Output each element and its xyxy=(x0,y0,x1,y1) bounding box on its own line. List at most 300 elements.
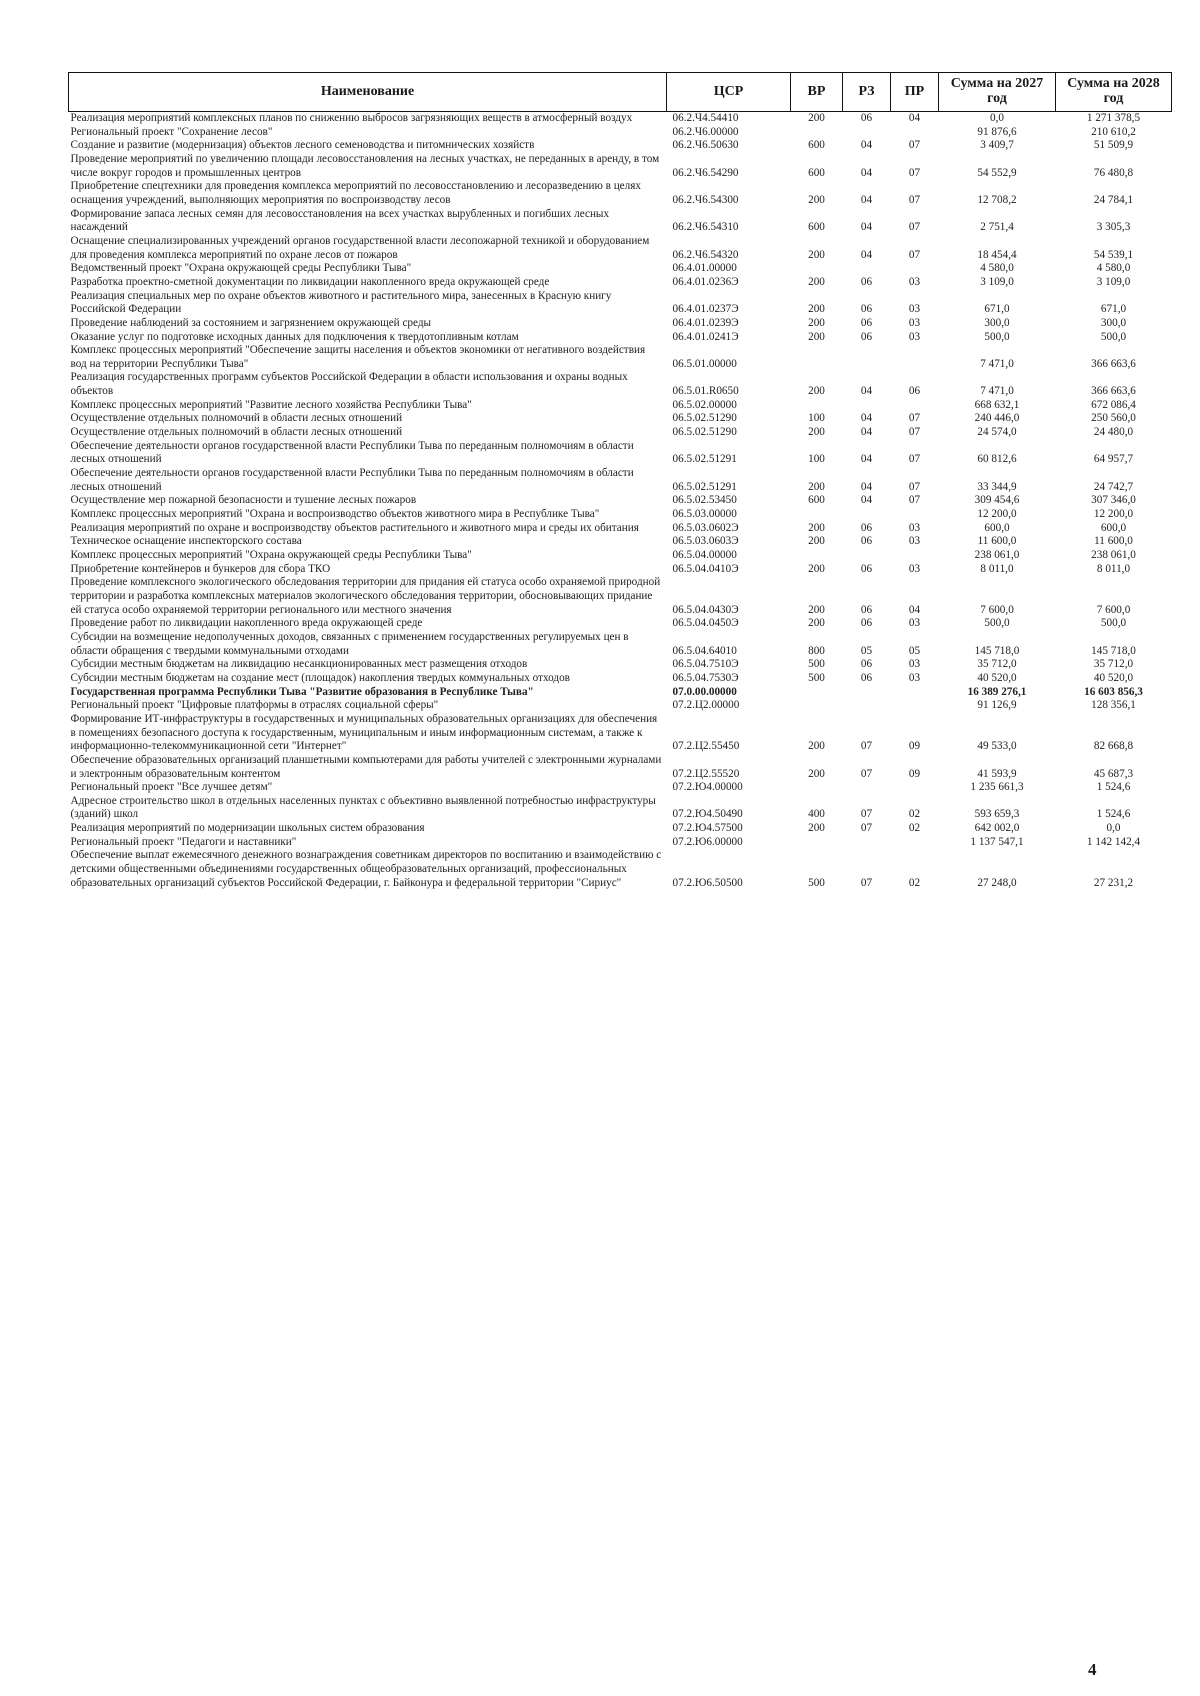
row-pr: 04 xyxy=(908,112,921,124)
row-pr: 07 xyxy=(908,248,921,261)
header-vr: ВР xyxy=(791,73,843,112)
row-sum-2027: 2 751,4 xyxy=(980,221,1014,234)
row-pr: 07 xyxy=(908,494,921,507)
table-row xyxy=(69,535,1172,549)
row-csr: 06.5.03.0603Э xyxy=(672,535,739,548)
row-sum-2027: 600,0 xyxy=(984,521,1010,534)
header-name: Наименование xyxy=(69,73,667,112)
table-row xyxy=(69,276,1172,290)
row-name: Проведение работ по ликвидации накопленного вреда окружающей среде xyxy=(70,617,423,630)
row-rz xyxy=(843,836,891,850)
row-sum-2028: 24 480,0 xyxy=(1093,426,1134,439)
row-sum-2027: 500,0 xyxy=(984,330,1010,343)
row-csr: 06.4.01.0239Э xyxy=(672,316,739,329)
row-csr: 06.2.Ч4.54410 xyxy=(672,112,739,124)
row-vr: 800 xyxy=(808,644,825,657)
row-pr: 03 xyxy=(908,562,921,575)
row-name: Региональный проект "Педагоги и наставники" xyxy=(70,835,297,848)
row-sum-2027: 593 659,3 xyxy=(974,808,1020,821)
row-csr: 07.2.Ц2.55450 xyxy=(672,740,740,753)
table-row xyxy=(69,508,1172,522)
row-sum-2027: 35 712,0 xyxy=(977,658,1017,671)
table-row xyxy=(69,494,1172,508)
row-vr xyxy=(791,699,843,713)
row-sum-2027: 3 109,0 xyxy=(980,275,1014,288)
row-rz: 06 xyxy=(860,275,873,288)
row-sum-2028: 366 663,6 xyxy=(1091,357,1136,370)
table-row xyxy=(69,290,1172,317)
table-row xyxy=(69,126,1172,140)
row-vr xyxy=(791,344,843,371)
row-csr: 06.5.02.51291 xyxy=(672,453,737,466)
row-rz: 07 xyxy=(860,767,873,780)
row-sum-2028: 16 603 856,3 xyxy=(1084,685,1143,698)
row-sum-2027: 18 454,4 xyxy=(977,248,1017,261)
header-csr: ЦСР xyxy=(667,73,791,112)
table-row xyxy=(69,440,1172,467)
row-sum-2027: 91 126,9 xyxy=(977,699,1017,712)
row-sum-2027: 7 471,0 xyxy=(980,385,1014,398)
row-sum-2028: 1 524,6 xyxy=(1096,781,1131,794)
row-vr: 600 xyxy=(808,139,825,152)
row-sum-2027: 60 812,6 xyxy=(977,453,1017,466)
row-sum-2027: 7 600,0 xyxy=(980,603,1014,616)
row-name: Ведомственный проект "Охрана окружающей среды Республики Тыва" xyxy=(70,262,412,275)
row-rz: 05 xyxy=(860,644,873,657)
row-sum-2028: 35 712,0 xyxy=(1093,658,1134,671)
row-name: Проведение мероприятий по увеличению площади лесовосстановления на лесных участках, не переданных в аренду, в том числе вокруг городов и промышленных центров xyxy=(70,152,660,179)
table-body xyxy=(69,112,1172,891)
row-csr: 06.4.01.00000 xyxy=(672,262,737,275)
table-row xyxy=(69,344,1172,371)
table-row xyxy=(69,399,1172,413)
row-sum-2028: 82 668,8 xyxy=(1093,740,1134,753)
row-rz: 04 xyxy=(860,248,873,261)
row-vr: 100 xyxy=(808,412,825,425)
row-rz: 06 xyxy=(860,316,873,329)
row-name: Осуществление мер пожарной безопасности и тушение лесных пожаров xyxy=(70,494,417,507)
row-csr: 06.4.01.0241Э xyxy=(672,330,739,343)
row-rz: 04 xyxy=(860,385,873,398)
row-rz: 04 xyxy=(860,480,873,493)
row-rz xyxy=(843,686,891,700)
row-sum-2028: 238 061,0 xyxy=(1091,549,1136,561)
row-vr: 200 xyxy=(808,740,825,753)
row-pr xyxy=(891,836,939,850)
row-csr: 06.2.Ч6.54320 xyxy=(672,248,739,261)
row-vr: 600 xyxy=(808,221,825,234)
table-row xyxy=(69,836,1172,850)
row-rz: 06 xyxy=(860,617,873,630)
row-vr: 500 xyxy=(808,658,825,671)
row-vr: 200 xyxy=(808,385,825,398)
row-name: Обеспечение выплат ежемесячного денежного вознаграждения советникам директоров по воспитанию и взаимодействию с детскими общественными объединениями государственных общеобразовательных организаций, профессиональных образовательных организаций субъектов Российской Федерации, г. Байконура и федеральной территории "Сириус" xyxy=(70,849,662,889)
row-name: Проведение наблюдений за состоянием и загрязнением окружающей среды xyxy=(70,316,432,329)
row-csr: 06.2.Ч6.00000 xyxy=(672,125,739,138)
row-sum-2028: 128 356,1 xyxy=(1091,699,1136,712)
row-csr: 06.5.04.7510Э xyxy=(672,658,739,671)
table-row xyxy=(69,672,1172,686)
row-pr: 06 xyxy=(908,385,921,398)
row-name: Реализация мероприятий по модернизации школьных систем образования xyxy=(70,822,425,835)
row-sum-2028: 3 305,3 xyxy=(1096,221,1131,234)
row-rz: 06 xyxy=(860,535,873,548)
row-csr: 06.5.04.0410Э xyxy=(672,562,739,575)
row-vr: 200 xyxy=(808,193,825,206)
row-name: Осуществление отдельных полномочий в области лесных отношений xyxy=(70,412,403,425)
row-rz: 04 xyxy=(860,412,873,425)
row-vr xyxy=(791,836,843,850)
row-name: Региональный проект "Все лучшее детям" xyxy=(70,781,273,794)
row-pr: 03 xyxy=(908,303,921,316)
row-sum-2027: 12 200,0 xyxy=(977,508,1017,521)
row-sum-2028: 1 142 142,4 xyxy=(1086,835,1141,848)
row-sum-2028: 1 271 378,5 xyxy=(1086,112,1141,124)
row-sum-2027: 300,0 xyxy=(984,316,1010,329)
header-sum-2027: Сумма на 2027 год xyxy=(939,73,1056,112)
table-row xyxy=(69,467,1172,494)
row-name: Региональный проект "Цифровые платформы в отраслях социальной сферы" xyxy=(70,699,439,712)
row-rz xyxy=(843,549,891,563)
row-name: Обеспечение деятельности органов государственной власти Республики Тыва по переданным полномочиям в области лесных отношений xyxy=(70,467,634,493)
row-name: Приобретение спецтехники для проведения комплекса мероприятий по лесовосстановлению и лесоразведению в целях оснащения учреждений, выполняющих мероприятия по воспроизводству лесов xyxy=(70,180,641,206)
row-sum-2028: 24 742,7 xyxy=(1093,480,1134,493)
row-sum-2028: 7 600,0 xyxy=(1096,603,1131,616)
row-rz: 04 xyxy=(860,426,873,439)
row-csr: 07.2.Ц2.55520 xyxy=(672,767,740,780)
row-rz: 04 xyxy=(860,166,873,179)
row-pr: 07 xyxy=(908,193,921,206)
row-vr: 500 xyxy=(808,671,825,684)
row-vr: 200 xyxy=(808,603,825,616)
row-vr: 400 xyxy=(808,808,825,821)
row-csr: 06.5.04.64010 xyxy=(672,644,737,657)
row-pr: 07 xyxy=(908,139,921,152)
row-sum-2027: 91 876,6 xyxy=(977,125,1017,138)
row-csr: 06.2.Ч6.54310 xyxy=(672,221,739,234)
table-row xyxy=(69,371,1172,398)
row-rz: 04 xyxy=(860,221,873,234)
table-row xyxy=(69,317,1172,331)
row-sum-2028: 366 663,6 xyxy=(1091,385,1136,398)
row-name: Осуществление отдельных полномочий в области лесных отношений xyxy=(70,426,403,439)
row-pr: 07 xyxy=(908,480,921,493)
table-row xyxy=(69,112,1172,126)
row-sum-2028: 45 687,3 xyxy=(1093,767,1134,780)
row-sum-2028: 672 086,4 xyxy=(1091,398,1136,411)
row-sum-2027: 238 061,0 xyxy=(974,549,1020,561)
row-pr xyxy=(891,262,939,276)
row-sum-2028: 145 718,0 xyxy=(1091,644,1136,657)
table-row xyxy=(69,631,1172,658)
row-rz: 04 xyxy=(860,193,873,206)
budget-table xyxy=(68,72,1172,890)
row-csr: 06.4.01.0237Э xyxy=(672,303,739,316)
row-vr: 200 xyxy=(808,330,825,343)
table-row xyxy=(69,686,1172,700)
row-pr: 07 xyxy=(908,166,921,179)
row-vr: 200 xyxy=(808,822,825,835)
row-vr: 200 xyxy=(808,426,825,439)
row-pr xyxy=(891,344,939,371)
table-row xyxy=(69,153,1172,180)
table-row xyxy=(69,180,1172,207)
row-sum-2027: 671,0 xyxy=(984,303,1010,316)
row-name: Оснащение специализированных учреждений органов государственной власти лесопожарной техникой и оборудованием для проведения комплекса мероприятий по охране лесов от пожаров xyxy=(70,234,650,261)
row-rz: 06 xyxy=(860,521,873,534)
row-vr: 200 xyxy=(808,303,825,316)
row-name: Субсидии местным бюджетам на ликвидацию несанкционированных мест размещения отходов xyxy=(70,658,528,671)
row-vr: 200 xyxy=(808,617,825,630)
row-rz: 04 xyxy=(860,139,873,152)
row-name: Комплекс процессных мероприятий "Охрана окружающей среды Республики Тыва" xyxy=(70,549,472,561)
row-name: Проведение комплексного экологического обследования территории для придания ей статуса особо охраняемой природной территории и разработка комплексных материалов экологического обследования территории, обосновывающих придание ей статуса особо охраняемой территории регионального или местного значения xyxy=(70,576,661,616)
row-name: Разработка проектно-сметной документации по ликвидации накопленного вреда окружающей среде xyxy=(70,275,550,288)
row-vr: 600 xyxy=(808,166,825,179)
row-name: Формирование ИТ-инфраструктуры в государственных и муниципальных образовательных организациях для обеспечения в помещениях безопасного доступа к государственным, муниципальным и иным информационным системам, а также к информационно-телекоммуникационной сети "Интернет" xyxy=(70,712,658,753)
row-pr: 07 xyxy=(908,221,921,234)
row-name: Комплекс процессных мероприятий "Обеспечение защиты населения и объектов экономики от негативного воздействия вод на территории Республики Тыва" xyxy=(70,344,646,370)
table-row xyxy=(69,563,1172,577)
row-rz xyxy=(843,508,891,522)
row-csr: 07.2.Ю4.00000 xyxy=(672,781,743,794)
table-row xyxy=(69,781,1172,795)
row-csr: 07.0.00.00000 xyxy=(672,685,737,698)
row-name: Формирование запаса лесных семян для лесовосстановления на всех участках вырубленных и погибших лесных насаждений xyxy=(70,207,610,234)
row-rz: 06 xyxy=(860,112,873,124)
row-sum-2028: 64 957,7 xyxy=(1093,453,1134,466)
table-row xyxy=(69,522,1172,536)
row-sum-2028: 54 539,1 xyxy=(1093,248,1134,261)
row-pr: 03 xyxy=(908,521,921,534)
row-name: Комплекс процессных мероприятий "Развитие лесного хозяйства Республики Тыва" xyxy=(70,398,472,411)
row-csr: 06.5.02.51290 xyxy=(672,412,737,425)
row-pr: 02 xyxy=(908,808,921,821)
row-sum-2027: 1 137 547,1 xyxy=(970,835,1024,848)
row-pr: 02 xyxy=(908,822,921,835)
row-rz xyxy=(843,344,891,371)
row-sum-2027: 309 454,6 xyxy=(974,494,1020,507)
row-sum-2028: 76 480,8 xyxy=(1093,166,1134,179)
row-name: Комплекс процессных мероприятий "Охрана и воспроизводство объектов животного мира в Республике Тыва" xyxy=(70,508,600,521)
row-name: Реализация мероприятий по охране и воспроизводству объектов растительного и животного мира и среды их обитания xyxy=(70,521,639,534)
row-csr: 06.5.02.51290 xyxy=(672,426,737,439)
row-name: Региональный проект "Сохранение лесов" xyxy=(70,125,273,138)
row-rz: 06 xyxy=(860,603,873,616)
table-row xyxy=(69,208,1172,235)
row-pr xyxy=(891,781,939,795)
row-vr: 200 xyxy=(808,521,825,534)
row-name: Оказание услуг по подготовке исходных данных для подключения к твердотопливным котлам xyxy=(70,330,519,343)
header-sum-2028: Сумма на 2028 год xyxy=(1056,73,1172,112)
row-rz xyxy=(843,126,891,140)
row-pr: 03 xyxy=(908,535,921,548)
page-number: 4 xyxy=(1088,1660,1097,1679)
row-csr: 06.5.03.00000 xyxy=(672,508,737,521)
row-sum-2028: 300,0 xyxy=(1100,316,1127,329)
row-rz: 07 xyxy=(860,808,873,821)
row-csr: 06.5.04.7530Э xyxy=(672,671,739,684)
table-header-row xyxy=(69,73,1172,112)
row-vr: 200 xyxy=(808,767,825,780)
row-pr xyxy=(891,126,939,140)
row-csr: 06.5.04.00000 xyxy=(672,549,737,561)
row-vr xyxy=(791,508,843,522)
row-csr: 06.2.Ч6.54290 xyxy=(672,166,739,179)
row-pr: 03 xyxy=(908,617,921,630)
row-csr: 07.2.Ю4.57500 xyxy=(672,822,743,835)
row-sum-2027: 12 708,2 xyxy=(977,193,1017,206)
table-row xyxy=(69,426,1172,440)
row-csr: 06.2.Ч6.54300 xyxy=(672,193,739,206)
row-sum-2028: 500,0 xyxy=(1100,617,1127,630)
row-sum-2027: 1 235 661,3 xyxy=(970,781,1024,794)
row-pr: 07 xyxy=(908,426,921,439)
row-csr: 06.5.03.0602Э xyxy=(672,521,739,534)
table-row xyxy=(69,549,1172,563)
row-csr: 06.5.02.53450 xyxy=(672,494,737,507)
row-pr xyxy=(891,686,939,700)
row-sum-2028: 500,0 xyxy=(1100,330,1127,343)
row-pr: 02 xyxy=(908,876,921,889)
row-vr: 200 xyxy=(808,535,825,548)
row-rz: 06 xyxy=(860,658,873,671)
row-sum-2028: 210 610,2 xyxy=(1091,125,1136,138)
row-pr: 05 xyxy=(908,644,921,657)
row-sum-2028: 3 109,0 xyxy=(1096,275,1131,288)
row-rz xyxy=(843,262,891,276)
table-row xyxy=(69,849,1172,890)
row-vr xyxy=(791,781,843,795)
row-sum-2027: 3 409,7 xyxy=(980,139,1014,152)
table-row xyxy=(69,139,1172,153)
row-csr: 06.4.01.0236Э xyxy=(672,275,739,288)
header-rz: РЗ xyxy=(843,73,891,112)
row-name: Адресное строительство школ в отдельных населенных пунктах с объективно выявленной потребностью инфраструктуры (зданий) школ xyxy=(70,794,656,821)
row-rz: 06 xyxy=(860,671,873,684)
row-sum-2028: 12 200,0 xyxy=(1093,508,1134,521)
row-sum-2027: 40 520,0 xyxy=(977,671,1017,684)
row-sum-2028: 24 784,1 xyxy=(1093,193,1134,206)
row-csr: 07.2.Ю6.00000 xyxy=(672,835,743,848)
row-rz xyxy=(843,399,891,413)
budget-page xyxy=(68,72,1171,890)
row-csr: 07.2.Ц2.00000 xyxy=(672,699,740,712)
row-rz: 04 xyxy=(860,494,873,507)
table-row xyxy=(69,699,1172,713)
table-row xyxy=(69,754,1172,781)
row-pr: 07 xyxy=(908,453,921,466)
row-sum-2027: 240 446,0 xyxy=(974,412,1020,425)
table-row xyxy=(69,412,1172,426)
row-vr: 200 xyxy=(808,112,825,124)
row-vr: 600 xyxy=(808,494,825,507)
header-pr: ПР xyxy=(891,73,939,112)
row-sum-2027: 4 580,0 xyxy=(980,262,1014,275)
row-name: Субсидии местным бюджетам на создание мест (площадок) накопления твердых коммунальных отходов xyxy=(70,671,570,684)
table-row xyxy=(69,795,1172,822)
row-vr xyxy=(791,126,843,140)
table-row xyxy=(69,617,1172,631)
table-row xyxy=(69,262,1172,276)
row-rz: 06 xyxy=(860,562,873,575)
row-name: Реализация мероприятий комплексных планов по снижению выбросов загрязняющих веществ в атмосферный воздух xyxy=(70,112,633,124)
row-vr xyxy=(791,549,843,563)
row-vr: 200 xyxy=(808,480,825,493)
table-row xyxy=(69,658,1172,672)
row-sum-2028: 8 011,0 xyxy=(1096,562,1131,575)
table-row xyxy=(69,576,1172,617)
row-vr: 200 xyxy=(808,316,825,329)
row-pr: 09 xyxy=(908,740,921,753)
table-row xyxy=(69,713,1172,754)
row-csr: 06.5.04.0430Э xyxy=(672,603,739,616)
row-sum-2027: 0,0 xyxy=(990,112,1004,124)
row-sum-2027: 49 533,0 xyxy=(977,740,1017,753)
row-name: Государственная программа Республики Тыва "Развитие образования в Республике Тыва" xyxy=(70,685,534,698)
row-pr: 03 xyxy=(908,330,921,343)
row-csr: 07.2.Ю4.50490 xyxy=(672,808,743,821)
row-sum-2028: 11 600,0 xyxy=(1094,535,1133,548)
row-rz: 07 xyxy=(860,740,873,753)
row-csr: 06.5.02.00000 xyxy=(672,398,737,411)
row-pr: 09 xyxy=(908,767,921,780)
row-pr: 03 xyxy=(908,658,921,671)
row-pr: 03 xyxy=(908,671,921,684)
row-sum-2027: 642 002,0 xyxy=(974,822,1020,835)
row-rz: 07 xyxy=(860,822,873,835)
row-sum-2027: 27 248,0 xyxy=(977,876,1017,889)
row-sum-2028: 1 524,6 xyxy=(1096,808,1131,821)
row-sum-2027: 500,0 xyxy=(984,617,1010,630)
row-pr xyxy=(891,699,939,713)
row-sum-2028: 51 509,9 xyxy=(1093,139,1134,152)
row-rz: 04 xyxy=(860,453,873,466)
row-sum-2028: 307 346,0 xyxy=(1091,494,1136,507)
row-sum-2028: 40 520,0 xyxy=(1093,671,1134,684)
row-name: Реализация государственных программ субъектов Российской Федерации в области использования и охраны водных объектов xyxy=(70,371,628,398)
row-pr xyxy=(891,508,939,522)
row-name: Обеспечение образовательных организаций планшетными компьютерами для работы учителей с электронными журналами и электронным образовательным контентом xyxy=(70,753,662,780)
row-vr: 100 xyxy=(808,453,825,466)
row-sum-2027: 24 574,0 xyxy=(977,426,1017,439)
row-name: Создание и развитие (модернизация) объектов лесного семеноводства и питомнических хозяйств xyxy=(70,139,535,152)
row-pr xyxy=(891,549,939,563)
row-csr: 06.5.01.00000 xyxy=(672,357,737,370)
row-rz xyxy=(843,781,891,795)
row-rz: 06 xyxy=(860,330,873,343)
row-sum-2028: 671,0 xyxy=(1100,303,1127,316)
row-vr: 200 xyxy=(808,562,825,575)
table-row xyxy=(69,331,1172,345)
row-pr: 03 xyxy=(908,316,921,329)
row-sum-2027: 11 600,0 xyxy=(977,535,1017,548)
row-pr xyxy=(891,399,939,413)
row-sum-2027: 8 011,0 xyxy=(980,562,1014,575)
row-sum-2027: 668 632,1 xyxy=(974,398,1020,411)
row-vr xyxy=(791,686,843,700)
row-vr: 500 xyxy=(808,876,825,889)
row-name: Техническое оснащение инспекторского состава xyxy=(70,535,302,548)
row-vr xyxy=(791,399,843,413)
row-sum-2028: 27 231,2 xyxy=(1093,876,1134,889)
row-sum-2027: 7 471,0 xyxy=(980,357,1014,370)
row-rz: 06 xyxy=(860,303,873,316)
row-sum-2027: 145 718,0 xyxy=(974,644,1020,657)
row-sum-2028: 250 560,0 xyxy=(1091,412,1136,425)
row-sum-2028: 4 580,0 xyxy=(1096,262,1131,275)
row-sum-2027: 33 344,9 xyxy=(977,480,1017,493)
